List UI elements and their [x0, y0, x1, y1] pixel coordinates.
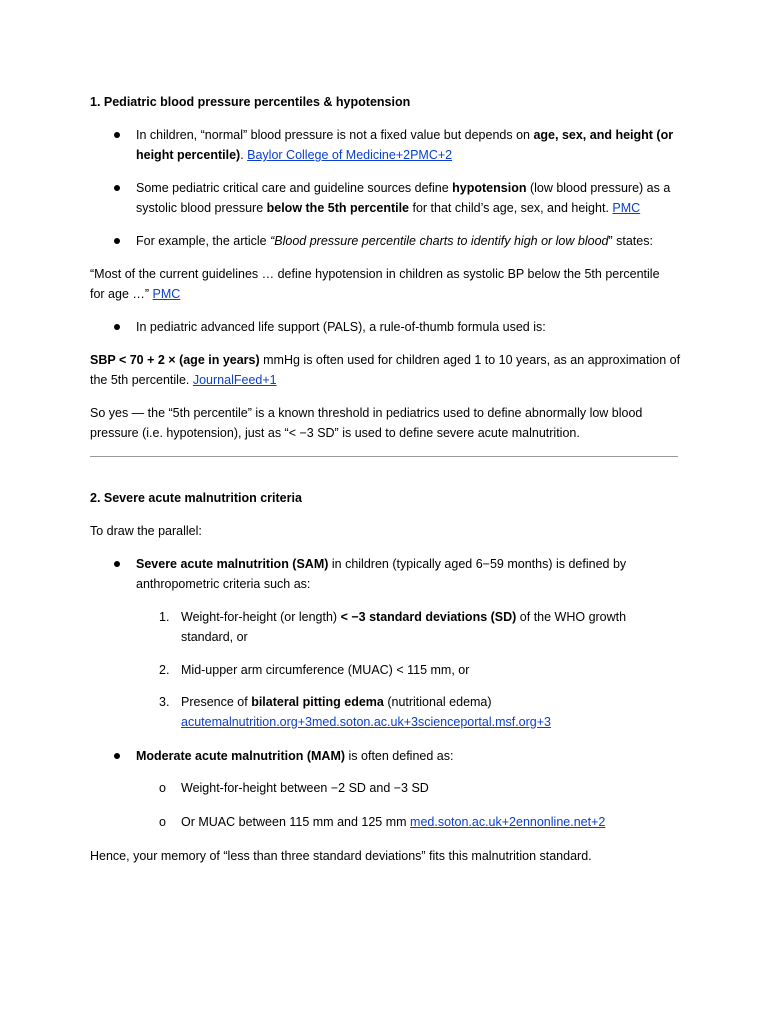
- bullet-marker: [114, 561, 120, 567]
- bullet1-line1: In children, “normal” blood pressure is not a fixed value but depends on age, sex, and height (or: [136, 128, 674, 142]
- mam-sub1: Weight-for-height between −2 SD and −3 SD: [181, 781, 429, 795]
- sub-bullet-marker: o: [159, 815, 166, 829]
- section2-heading: 2. Severe acute malnutrition criteria: [90, 491, 302, 505]
- source-link-pmc[interactable]: PMC: [612, 201, 641, 215]
- source-link-journalfeed[interactable]: JournalFeed+1: [192, 373, 277, 387]
- source-link-baylor[interactable]: Baylor College of Medicine+2PMC+2: [247, 148, 453, 162]
- criterion1-line2: standard, or: [181, 630, 248, 644]
- source-link-pmc[interactable]: PMC: [152, 287, 181, 301]
- bullet-marker: [114, 132, 120, 138]
- source-link-soton[interactable]: med.soton.ac.uk+2ennonline.net+2: [410, 815, 606, 829]
- bullet-marker: [114, 185, 120, 191]
- summary-line2: pressure (i.e. hypotension), just as “< −3 SD” is used to define severe acute malnutrition.: [90, 426, 580, 440]
- list-number: 3.: [159, 695, 170, 709]
- summary-line1: So yes — the “5th percentile” is a known threshold in pediatrics used to define abnormally low blood: [90, 406, 643, 420]
- mam-sub2: Or MUAC between 115 mm and 125 mm med.soton.ac.uk+2ennonline.net+2: [181, 815, 606, 829]
- source-link-acutemalnutrition[interactable]: acutemalnutrition.org+3med.soton.ac.uk+3scienceportal.msf.org+3: [181, 715, 552, 729]
- bullet1-line2: height percentile). Baylor College of Medicine+2PMC+2: [136, 148, 453, 162]
- quote-line1: “Most of the current guidelines … define hypotension in children as systolic BP below the 5th percentile: [90, 267, 660, 281]
- sub-bullet-marker: o: [159, 781, 166, 795]
- mam-line: Moderate acute malnutrition (MAM) is often defined as:: [136, 749, 454, 763]
- formula-line2: the 5th percentile. JournalFeed+1: [90, 373, 277, 387]
- bullet-marker: [114, 324, 120, 330]
- bullet2-line2: systolic blood pressure below the 5th percentile for that child’s age, sex, and height. PMC: [136, 201, 641, 215]
- sam-line1: Severe acute malnutrition (SAM) in children (typically aged 6−59 months) is defined by: [136, 557, 627, 571]
- bullet3-line: For example, the article “Blood pressure percentile charts to identify high or low blood” states:: [136, 234, 653, 248]
- list-number: 1.: [159, 610, 170, 624]
- quote-line2: for age …” PMC: [90, 287, 181, 301]
- section2-intro: To draw the parallel:: [90, 524, 202, 538]
- sam-line2: anthropometric criteria such as:: [136, 577, 311, 591]
- list-number: 2.: [159, 663, 170, 677]
- bullet2-line1: Some pediatric critical care and guideline sources define hypotension (low blood pressure) as a: [136, 181, 671, 195]
- criterion3-line2: [181, 712, 551, 732]
- criterion1-line1: Weight-for-height (or length) < −3 standard deviations (SD) of the WHO growth: [181, 610, 627, 624]
- section1-heading: 1. Pediatric blood pressure percentiles & hypotension: [90, 95, 411, 109]
- bullet-marker: [114, 753, 120, 759]
- bullet-marker: [114, 238, 120, 244]
- criterion2-line: Mid-upper arm circumference (MUAC) < 115 mm, or: [181, 663, 470, 677]
- closing-line: Hence, your memory of “less than three standard deviations” fits this malnutrition standard.: [90, 849, 592, 863]
- bullet4-line: In pediatric advanced life support (PALS), a rule-of-thumb formula used is:: [136, 320, 546, 334]
- section-divider: [90, 456, 678, 457]
- criterion3-line1: Presence of bilateral pitting edema (nutritional edema): [181, 695, 492, 709]
- formula-line1: SBP < 70 + 2 × (age in years) mmHg is often used for children aged 1 to 10 years, as an approximation of: [90, 353, 681, 367]
